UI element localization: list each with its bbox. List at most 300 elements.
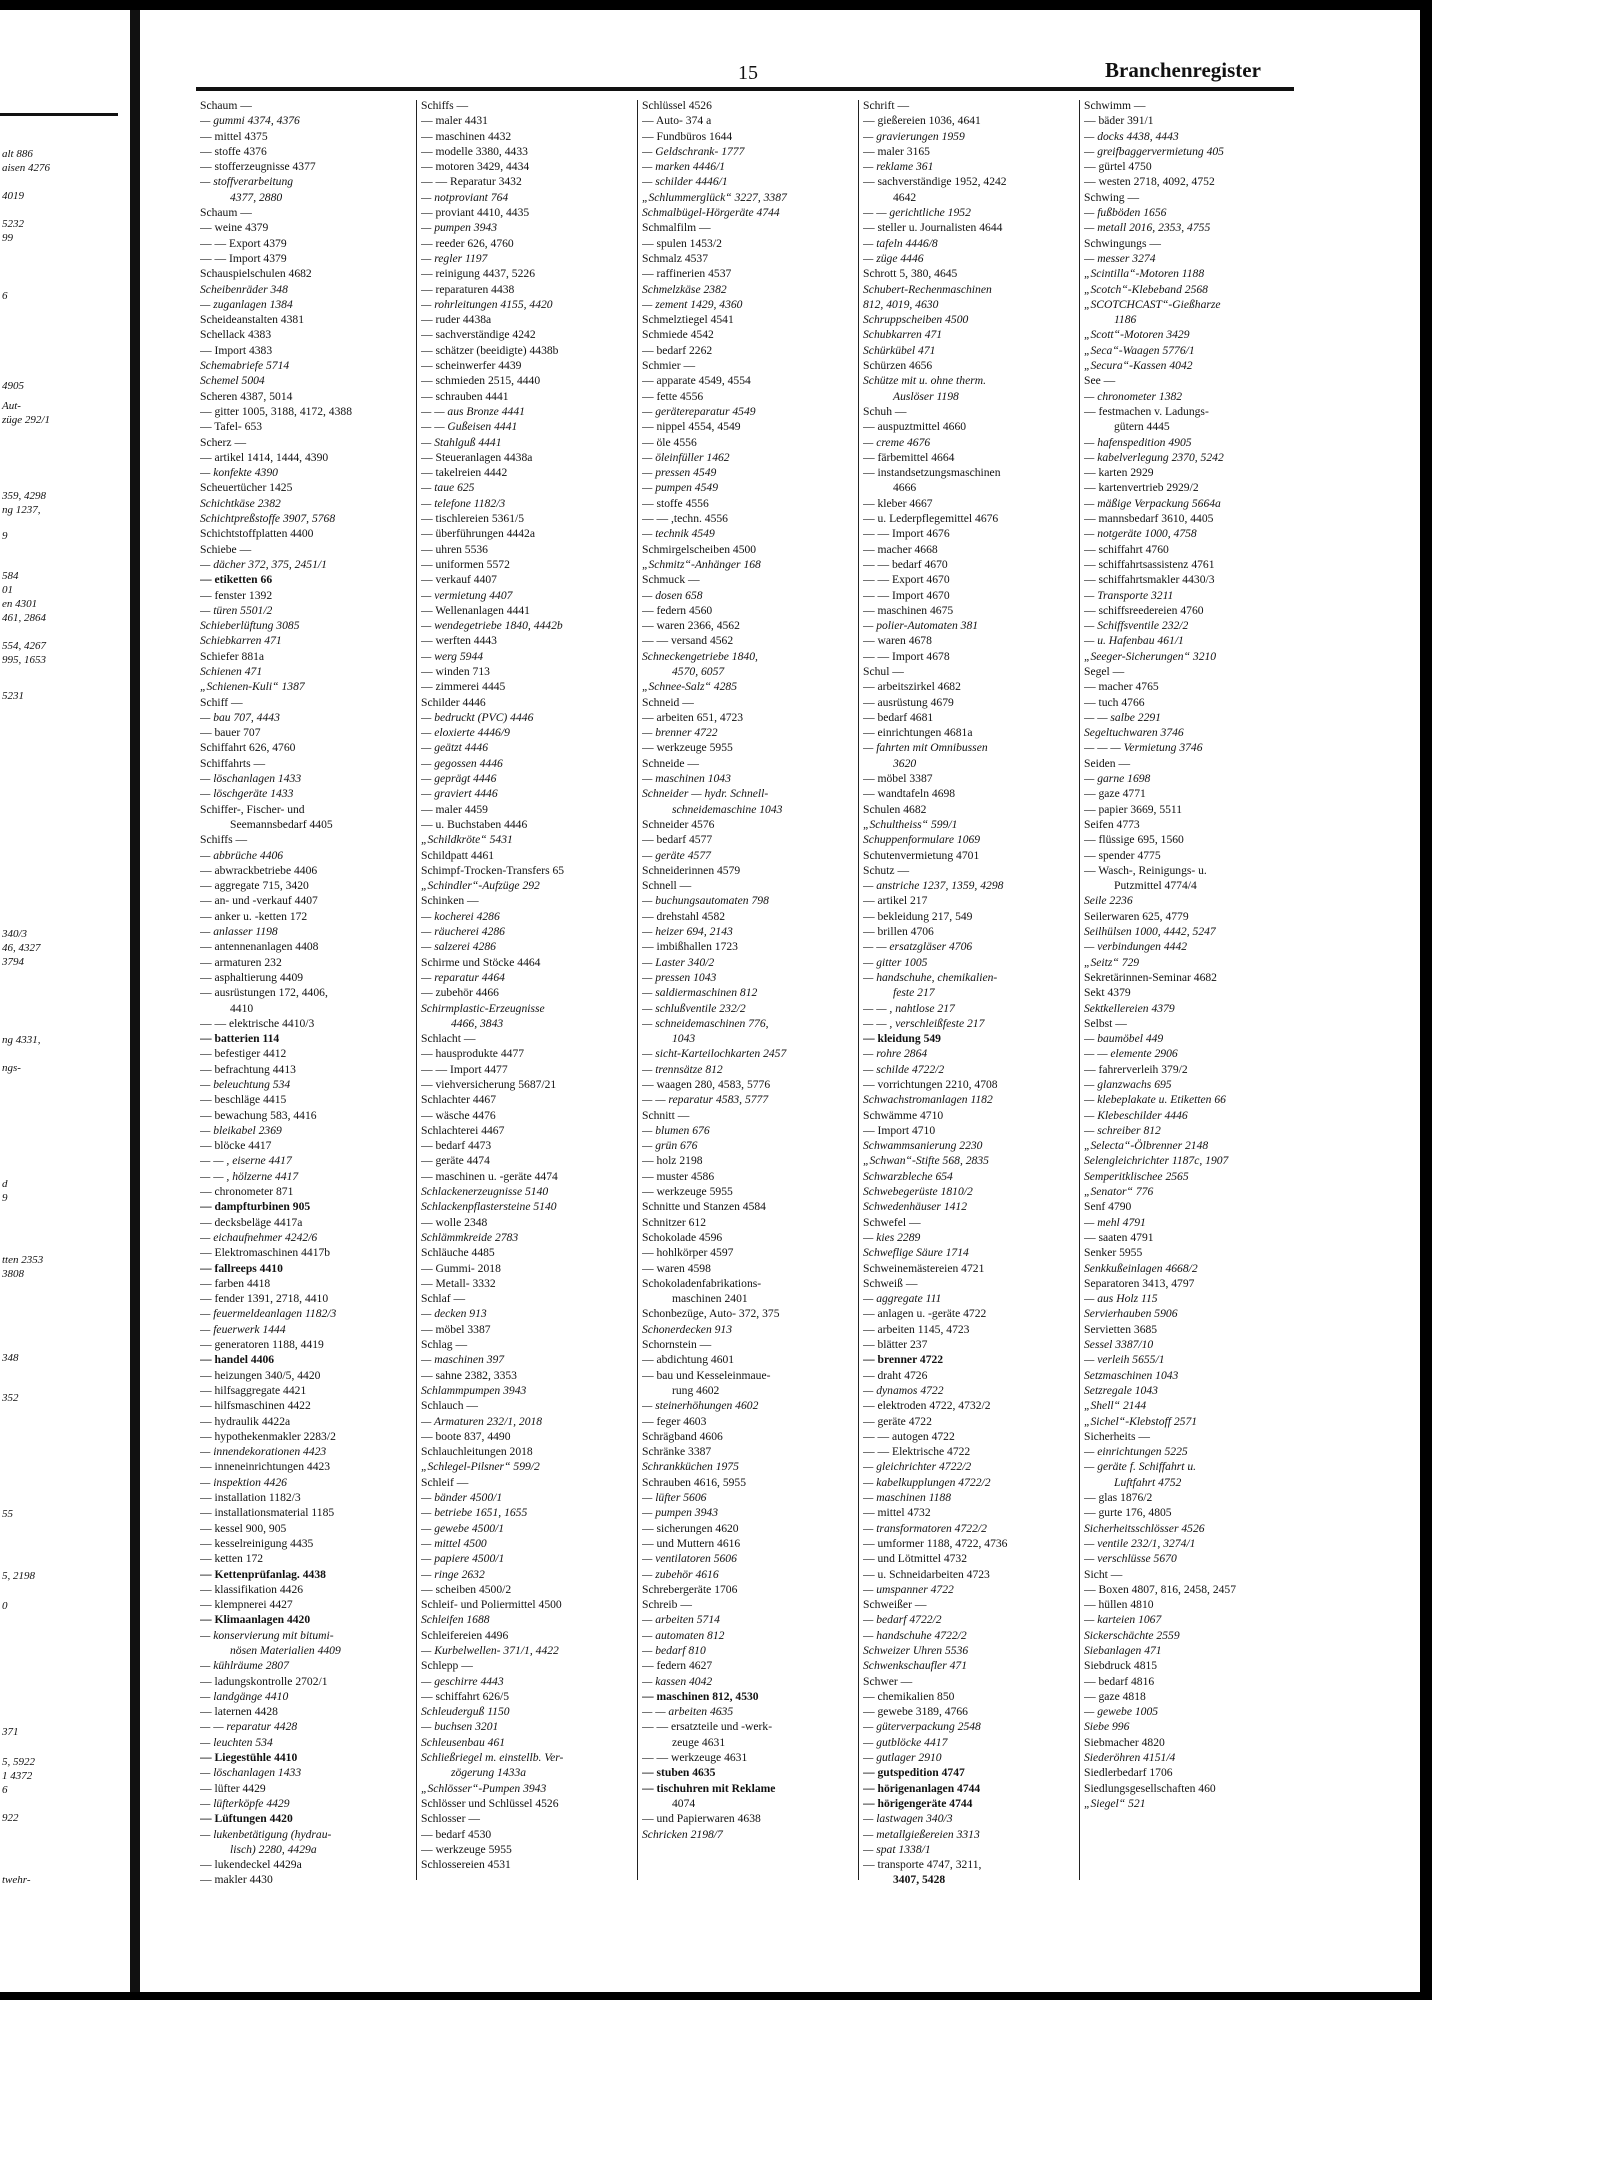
index-entry: — abbrüche 4406 (200, 848, 284, 862)
index-entry: Seile 2236 (1084, 894, 1133, 908)
index-entry: — — autogen 4722 (863, 1429, 955, 1443)
index-entry: Selbst — (1084, 1016, 1127, 1030)
facing-page-text: d (2, 1178, 8, 1190)
index-entry: — löschanlagen 1433 (200, 772, 302, 786)
facing-page-text: 371 (2, 1726, 19, 1738)
index-entry: — anlasser 1198 (200, 925, 278, 939)
index-entry: „Seitz“ 729 (1084, 955, 1140, 969)
index-entry: zögerung 1433a (451, 1766, 527, 1780)
index-entry: „Schildkröte“ 5431 (421, 833, 513, 847)
index-entry: — wendegetriebe 1840, 4442b (421, 619, 563, 633)
index-entry: — installationsmaterial 1185 (200, 1506, 335, 1520)
index-entry: Schwefel — (863, 1215, 921, 1229)
index-entry: — lüfterköpfe 4429 (200, 1796, 290, 1810)
index-entry: — verleih 5655/1 (1084, 1353, 1165, 1367)
index-entry: Schwing — (1084, 190, 1140, 204)
index-entry: — gewebe 1005 (1084, 1705, 1159, 1719)
index-entry: schneidemaschine 1043 (672, 802, 783, 816)
index-entry: — gewebe 4500/1 (421, 1521, 505, 1535)
index-entry: Siebe 996 (1084, 1720, 1130, 1734)
index-entry: — Armaturen 232/1, 2018 (421, 1414, 543, 1428)
index-entry: — bau und Kesseleinmaue- (642, 1368, 771, 1382)
index-entry: — tuch 4766 (1084, 695, 1145, 709)
index-entry: — feger 4603 (642, 1414, 707, 1428)
index-entry: — gutlager 2910 (863, 1751, 942, 1765)
index-entry: — mittel 4500 (421, 1536, 487, 1550)
index-entry: Schutenvermietung 4701 (863, 848, 980, 862)
index-entry: Schmalbügel-Hörgeräte 4744 (642, 206, 780, 220)
index-entry: — umformer 1188, 4722, 4736 (863, 1536, 1008, 1550)
index-entry: — chronometer 1382 (1084, 389, 1183, 403)
index-entry: Scheren 4387, 5014 (200, 389, 293, 403)
index-entry: — maschinen 1188 (863, 1491, 952, 1505)
index-entry: — öle 4556 (642, 435, 697, 449)
index-entry: — lukendeckel 4429a (200, 1858, 302, 1872)
index-entry: — klempnerei 4427 (200, 1598, 293, 1612)
index-entry: Schiffs — (200, 833, 248, 847)
index-entry: — polier-Automaten 381 (863, 619, 979, 633)
index-entry: — blöcke 4417 (200, 1139, 272, 1153)
index-entry: — — Import 4678 (863, 649, 950, 663)
index-entry: Schutz — (863, 863, 910, 877)
index-entry: — — , verschleißfeste 217 (863, 1016, 985, 1030)
index-entry: Schellack 4383 (200, 328, 272, 342)
index-entry: Schleifen 1688 (421, 1613, 490, 1627)
index-entry: Senker 5955 (1084, 1246, 1143, 1260)
index-entry: Schneckengetriebe 1840, (642, 649, 758, 663)
index-entry: — anstriche 1237, 1359, 4298 (863, 879, 1004, 893)
index-entry: Schaum — (200, 206, 252, 220)
index-entry: — dächer 372, 375, 2451/1 (200, 557, 327, 571)
index-entry: — gaze 4818 (1084, 1689, 1146, 1703)
index-entry: — Gummi- 2018 (421, 1261, 501, 1275)
index-entry: — aggregate 715, 3420 (200, 879, 309, 893)
index-entry: — notproviant 764 (421, 190, 509, 204)
index-entry: — federn 4627 (642, 1659, 713, 1673)
index-entry: Schemel 5004 (200, 374, 265, 388)
index-entry: — pressen 1043 (642, 970, 717, 984)
index-entry: — greifbaggervermietung 405 (1084, 144, 1224, 158)
index-entry: — kessel 900, 905 (200, 1521, 287, 1535)
index-entry: Schubert-Rechenmaschinen (863, 282, 992, 296)
index-entry: Separatoren 3413, 4797 (1084, 1276, 1195, 1290)
index-entry: Schieberlüftung 3085 (200, 619, 300, 633)
index-entry: Schichtkäse 2382 (200, 496, 281, 510)
index-entry: — chemikalien 850 (863, 1689, 955, 1703)
index-entry: — handschuhe 4722/2 (863, 1628, 967, 1642)
index-entry: Schimpf-Trocken-Transfers 65 (421, 863, 565, 877)
index-entry: 4074 (672, 1796, 696, 1810)
index-entry: — — elektrische 4410/3 (200, 1016, 315, 1030)
index-entry: — motoren 3429, 4434 (421, 160, 530, 174)
facing-page-text: 01 (2, 584, 13, 596)
index-entry: — Kettenprüfanlag. 4438 (200, 1567, 326, 1581)
index-entry: — notgeräte 1000, 4758 (1084, 527, 1197, 541)
index-entry: Siedlungsgesellschaften 460 (1084, 1781, 1216, 1795)
index-entry: — beschläge 4415 (200, 1093, 287, 1107)
index-entry: — mäßige Verpackung 5664a (1084, 496, 1221, 510)
index-entry: „Senator“ 776 (1084, 1185, 1154, 1199)
index-entry: Schneider 4576 (642, 817, 715, 831)
facing-page-text: 5232 (2, 218, 24, 230)
index-column-4 (863, 98, 1075, 1978)
index-entry: — salzerei 4286 (421, 940, 496, 954)
index-entry: — fahrten mit Omnibussen (863, 741, 988, 755)
index-entry: Segel — (1084, 664, 1125, 678)
facing-page-text: 9 (2, 530, 8, 542)
index-entry: — konfekte 4390 (200, 466, 278, 480)
index-entry: — Steueranlagen 4438a (421, 450, 533, 464)
column-divider (637, 100, 638, 1880)
index-entry: — spat 1338/1 (863, 1842, 931, 1856)
index-entry: — mannsbedarf 3610, 4405 (1084, 512, 1214, 526)
index-entry: — gaze 4771 (1084, 787, 1146, 801)
index-entry: — einrichtungen 4681a (863, 726, 973, 740)
index-entry: 3620 (893, 756, 917, 770)
index-entry: Schrebergeräte 1706 (642, 1582, 738, 1596)
index-entry: — abdichtung 4601 (642, 1353, 735, 1367)
index-entry: Scheibenräder 348 (200, 282, 288, 296)
index-entry: Seemannsbedarf 4405 (230, 817, 333, 831)
index-entry: — güterverpackung 2548 (863, 1720, 981, 1734)
index-entry: — bedarf 4722/2 (863, 1613, 942, 1627)
index-entry: Schleuderguß 1150 (421, 1705, 510, 1719)
index-entry: Schweflige Säure 1714 (863, 1246, 969, 1260)
index-entry: Schwer — (863, 1674, 913, 1688)
index-entry: „Schlösser“-Pumpen 3943 (421, 1781, 547, 1795)
index-entry: — baumöbel 449 (1084, 1032, 1164, 1046)
index-entry: — nippel 4554, 4549 (642, 420, 741, 434)
index-entry: — fenster 1392 (200, 588, 273, 602)
index-entry: Seiden — (1084, 756, 1131, 770)
index-entry: — lastwagen 340/3 (863, 1812, 953, 1826)
facing-page-fragment (0, 10, 130, 1992)
index-entry: — elektroden 4722, 4732/2 (863, 1399, 991, 1413)
index-entry: Schienen 471 (200, 664, 263, 678)
index-entry: — holz 2198 (642, 1154, 703, 1168)
facing-page-text: 6 (2, 1784, 8, 1796)
index-entry: — — Gußeisen 4441 (421, 420, 518, 434)
index-entry: Segeltuchwaren 3746 (1084, 726, 1184, 740)
index-entry: Schmuck — (642, 573, 700, 587)
index-entry: „SCOTCHCAST“-Gießharze (1084, 297, 1221, 311)
index-entry: — gummi 4374, 4376 (200, 114, 300, 128)
index-entry: — — bedarf 4670 (863, 557, 948, 571)
index-entry: „Scintilla“-Motoren 1188 (1084, 267, 1205, 281)
index-entry: 3407, 5428 (893, 1873, 946, 1887)
index-entry: — westen 2718, 4092, 4752 (1084, 175, 1215, 189)
index-entry: Schauspielschulen 4682 (200, 267, 312, 281)
index-entry: — pumpen 3943 (642, 1506, 718, 1520)
index-entry: — docks 4438, 4443 (1084, 129, 1179, 143)
index-entry: Schlacht — (421, 1032, 476, 1046)
index-entry: 4377, 2880 (230, 190, 283, 204)
index-entry: — beleuchtung 534 (200, 1078, 291, 1091)
index-entry: Sessel 3387/10 (1084, 1338, 1154, 1352)
index-entry: — gleichrichter 4722/2 (863, 1460, 972, 1474)
index-entry: Schwimm — (1084, 99, 1146, 112)
index-entry: „Schindler“-Aufzüge 292 (421, 879, 540, 893)
index-entry: Schinken — (421, 894, 479, 908)
index-entry: — Schiffsventile 232/2 (1084, 619, 1189, 633)
index-entry: — boote 837, 4490 (421, 1429, 511, 1443)
index-entry: — reklame 361 (863, 160, 934, 174)
index-entry: — chronometer 871 (200, 1185, 294, 1199)
index-entry: — Lüftungen 4420 (200, 1812, 293, 1826)
index-entry: Schwachstromanlagen 1182 (863, 1093, 993, 1107)
index-entry: Schiefer 881a (200, 649, 265, 663)
index-entry: „Schwan“-Stifte 568, 2835 (863, 1154, 989, 1168)
index-entry: Schläuche 4485 (421, 1246, 495, 1260)
index-entry: — — ,techn. 4556 (642, 512, 728, 526)
index-entry: rung 4602 (672, 1383, 720, 1397)
index-entry: Schwenkschaufler 471 (863, 1659, 967, 1673)
index-entry: — festmachen v. Ladungs- (1084, 404, 1209, 418)
index-entry: — messer 3274 (1084, 251, 1156, 265)
facing-page-text: alt 886 (2, 148, 33, 160)
facing-page-text: 0 (2, 1600, 8, 1612)
index-entry: — makler 4430 (200, 1873, 273, 1887)
facing-page-text: 348 (2, 1352, 19, 1364)
index-entry: — installation 1182/3 (200, 1491, 301, 1505)
index-entry: — eloxierte 4446/9 (421, 726, 510, 740)
index-entry: — leuchten 534 (200, 1735, 273, 1749)
index-entry: — gurte 176, 4805 (1084, 1506, 1172, 1520)
index-entry: Schleif — (421, 1475, 469, 1489)
index-entry: — apparate 4549, 4554 (642, 374, 751, 388)
index-entry: 4570, 6057 (672, 664, 725, 678)
index-entry: Schreib — (642, 1598, 692, 1612)
scan-border-top (0, 0, 1428, 10)
index-entry: Schaum — (200, 99, 252, 112)
index-entry: Schweißer — (863, 1598, 927, 1612)
index-entry: Schulen 4682 (863, 802, 927, 816)
index-entry: Schlag — (421, 1338, 468, 1352)
index-entry: — ringe 2632 (421, 1567, 485, 1581)
index-entry: — spulen 1453/2 (642, 236, 722, 250)
index-entry: Schneide — (642, 756, 699, 770)
index-entry: — maler 4431 (421, 114, 488, 128)
facing-page-text: Aut- (2, 400, 21, 412)
index-entry: — überführungen 4442a (421, 527, 535, 541)
index-entry: — fußböden 1656 (1084, 206, 1167, 220)
index-entry: — — reparatur 4428 (200, 1720, 298, 1734)
index-entry: — schneidemaschinen 776, (642, 1016, 769, 1030)
index-entry: Schleifereien 4496 (421, 1628, 509, 1642)
facing-page-text: 6 (2, 290, 8, 302)
index-entry: — trennsätze 812 (642, 1062, 723, 1076)
index-entry: — buchungsautomaten 798 (642, 894, 769, 908)
index-entry: — sachverständige 1952, 4242 (863, 175, 1007, 189)
index-entry: — bedarf 4473 (421, 1139, 492, 1153)
index-entry: — handschuhe, chemikalien- (863, 970, 998, 984)
index-entry: — Import 4710 (863, 1123, 936, 1137)
index-entry: Schlauchleitungen 2018 (421, 1445, 533, 1459)
index-entry: — vorrichtungen 2210, 4708 (863, 1078, 998, 1091)
index-entry: Schornstein — (642, 1338, 712, 1352)
index-entry: — regler 1197 (421, 251, 488, 265)
index-entry: — weine 4379 (200, 221, 269, 235)
index-entry: — bewachung 583, 4416 (200, 1108, 317, 1122)
index-entry: — reeder 626, 4760 (421, 236, 514, 250)
index-entry: Schlüssel 4526 (642, 99, 712, 112)
index-entry: Schrift — (863, 99, 910, 112)
index-entry: — etiketten 66 (200, 573, 273, 587)
index-entry: Schmalz 4537 (642, 251, 709, 265)
index-entry: Siebmacher 4820 (1084, 1735, 1165, 1749)
index-entry: — modelle 3380, 4433 (421, 144, 528, 158)
index-entry: — pressen 4549 (642, 466, 717, 480)
index-entry: Schrott 5, 380, 4645 (863, 267, 958, 281)
index-entry: „Siegel“ 521 (1084, 1796, 1146, 1810)
index-entry: — — salbe 2291 (1084, 710, 1161, 724)
index-entry: — schätzer (beeidigte) 4438b (421, 343, 559, 357)
facing-page-text: 359, 4298 (2, 490, 46, 502)
index-entry: — Boxen 4807, 816, 2458, 2457 (1084, 1582, 1237, 1596)
facing-page-text: twehr- (2, 1874, 31, 1886)
index-entry: — drehstahl 4582 (642, 909, 726, 923)
index-entry: — — gerichtliche 1952 (863, 206, 971, 220)
index-entry: — auspuztmittel 4660 (863, 420, 967, 434)
index-entry: Schnitzer 612 (642, 1215, 707, 1229)
index-entry: — Klimaanlagen 4420 (200, 1613, 311, 1627)
index-entry: Schränke 3387 (642, 1445, 712, 1459)
index-entry: Schlämmkreide 2783 (421, 1230, 519, 1244)
index-entry: — rohre 2864 (863, 1047, 928, 1061)
index-entry: Schmier — (642, 359, 696, 373)
index-entry: Scheuertücher 1425 (200, 481, 293, 495)
index-entry: — pumpen 3943 (421, 221, 497, 235)
index-entry: — karten 2929 (1084, 466, 1154, 480)
index-entry: Schiffer-, Fischer- und (200, 802, 305, 816)
index-entry: — maschinen 1043 (642, 772, 731, 786)
index-entry: — Auto- 374 a (642, 114, 712, 128)
index-entry: — — Elektrische 4722 (863, 1445, 971, 1459)
index-entry: — schiffahrt 4760 (1084, 542, 1169, 556)
index-entry: — handel 4406 (200, 1353, 275, 1367)
index-entry: Schrauben 4616, 5955 (642, 1475, 747, 1489)
index-entry: — reparatur 4464 (421, 970, 505, 984)
index-entry: Schlackenpflastersteine 5140 (421, 1200, 557, 1214)
index-entry: — — werkzeuge 4631 (642, 1751, 748, 1765)
facing-page-text: 3794 (2, 956, 24, 968)
index-entry: Schwarzbleche 654 (863, 1169, 953, 1183)
index-entry: — fender 1391, 2718, 4410 (200, 1292, 329, 1306)
index-entry: „Schmitz“-Anhänger 168 (642, 557, 761, 571)
index-entry: Schmelzkäse 2382 (642, 282, 727, 296)
column-divider (858, 100, 859, 1880)
index-entry: Schmelztiegel 4541 (642, 313, 734, 327)
facing-page-text: 46, 4327 (2, 942, 41, 954)
index-entry: — waren 4678 (863, 634, 932, 648)
index-entry: Schwammsanierung 2230 (863, 1139, 983, 1153)
index-entry: — — elemente 2906 (1084, 1047, 1178, 1061)
index-entry: — waren 4598 (642, 1261, 711, 1275)
index-entry: „Schultheiss“ 599/1 (863, 817, 958, 831)
index-entry: — stofferzeugnisse 4377 (200, 160, 316, 174)
index-entry: Schiff — (200, 695, 243, 709)
index-entry: — hilfsaggregate 4421 (200, 1383, 307, 1397)
index-entry: Schütze mit u. ohne therm. (863, 374, 987, 388)
index-entry: — bedarf 4816 (1084, 1674, 1155, 1688)
index-entry: — arbeitszirkel 4682 (863, 680, 961, 694)
index-entry: Sektkellereien 4379 (1084, 1001, 1175, 1015)
index-entry: — eichaufnehmer 4242/6 (200, 1230, 318, 1244)
index-entry: — gegossen 4446 (421, 756, 503, 770)
index-entry: — muster 4586 (642, 1169, 715, 1183)
index-entry: — mittel 4375 (200, 129, 268, 143)
index-entry: — hafenspedition 4905 (1084, 435, 1192, 449)
index-entry: — kassen 4042 (642, 1674, 713, 1688)
index-entry: — Kurbelwellen- 371/1, 4422 (421, 1643, 559, 1657)
index-entry: Schnitte und Stanzen 4584 (642, 1200, 766, 1214)
index-entry: — gitter 1005, 3188, 4172, 4388 (200, 404, 352, 418)
index-entry: — federn 4560 (642, 603, 713, 617)
index-entry: — u. Hafenbau 461/1 (1084, 634, 1184, 648)
page-gutter (130, 10, 140, 1992)
index-entry: — ruder 4438a (421, 313, 492, 327)
index-entry: „Seeger-Sicherungen“ 3210 (1084, 649, 1217, 663)
index-entry: — technik 4549 (642, 527, 715, 541)
facing-page-text: 55 (2, 1508, 13, 1520)
index-entry: — arbeiten 5714 (642, 1613, 720, 1627)
index-entry: Senkkußeinlagen 4668/2 (1084, 1261, 1198, 1275)
index-entry: — maschinen 812, 4530 (642, 1689, 759, 1703)
facing-page-text: 5, 2198 (2, 1570, 35, 1582)
index-entry: — ladungskontrolle 2702/1 (200, 1674, 328, 1688)
index-entry: — u. Lederpflegemittel 4676 (863, 512, 999, 526)
index-entry: Schmiede 4542 (642, 328, 714, 342)
index-entry: Schlaf — (421, 1292, 466, 1306)
index-entry: — viehversicherung 5687/21 (421, 1078, 557, 1091)
index-entry: — verbindungen 4442 (1084, 940, 1188, 954)
index-entry: Schokolade 4596 (642, 1230, 723, 1244)
index-entry: Schrägband 4606 (642, 1429, 723, 1443)
index-entry: — lüfter 5606 (642, 1491, 707, 1505)
index-entry: See — (1084, 374, 1116, 388)
index-entry: — brenner 4722 (642, 726, 718, 740)
index-entry: — bedarf 2262 (642, 343, 713, 357)
index-entry: Schlachter 4467 (421, 1093, 497, 1107)
index-entry: Servierhauben 5906 (1084, 1307, 1178, 1321)
index-entry: — kartenvertrieb 2929/2 (1084, 481, 1199, 495)
index-entry: — löschanlagen 1433 (200, 1766, 302, 1780)
facing-page-text: ngs- (2, 1062, 21, 1074)
index-entry: — Klebeschilder 4446 (1084, 1108, 1188, 1122)
index-entry: 1186 (1114, 313, 1137, 327)
index-entry: Schließriegel m. einstellb. Ver- (421, 1751, 564, 1765)
index-entry: — werften 4443 (421, 634, 497, 648)
index-entry: Setzmaschinen 1043 (1084, 1368, 1179, 1382)
index-entry: — saldiermaschinen 812 (642, 986, 758, 1000)
index-entry: Schiffahrt 626, 4760 (200, 741, 296, 755)
facing-page-text: ng 1237, (2, 504, 41, 516)
index-entry: — bleikabel 2369 (200, 1123, 282, 1137)
facing-page-text: 584 (2, 570, 19, 582)
index-entry: — mittel 4732 (863, 1506, 931, 1520)
index-entry: 4410 (230, 1001, 254, 1015)
index-entry: „Schlummerglück“ 3227, 3387 (642, 190, 787, 204)
index-entry: — schrauben 4441 (421, 389, 509, 403)
index-entry: — ventile 232/1, 3274/1 (1084, 1536, 1196, 1550)
index-entry: — heizer 694, 2143 (642, 925, 733, 939)
index-entry: — arbeiten 1145, 4723 (863, 1322, 970, 1336)
facing-page-text: 4905 (2, 380, 24, 392)
index-entry: Schuh — (863, 404, 907, 418)
index-entry: — transporte 4747, 3211, (863, 1858, 982, 1872)
index-entry: — konservierung mit bitumi- (200, 1628, 334, 1642)
index-entry: — türen 5501/2 (200, 603, 273, 617)
